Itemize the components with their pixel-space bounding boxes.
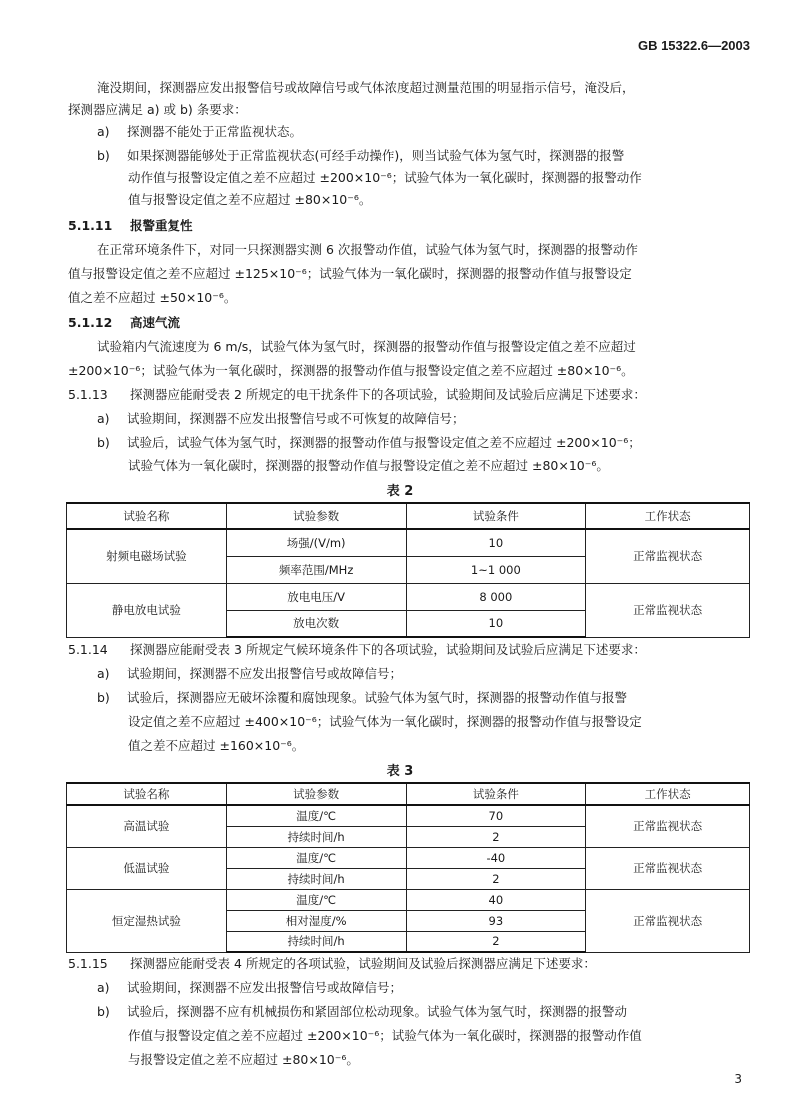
paragraph-text: 探测器应能耐受表 2 所规定的电干扰条件下的各项试验，试验期间及试验后应满足下述要求： [130,387,646,402]
list-item-a [97,122,302,142]
list-label: b) [97,690,110,705]
test-name-cell: 静电放电试验 [67,583,227,637]
list-label: a) [97,980,110,995]
param-cell: 温度/℃ [226,805,406,826]
section-5-1-15 [68,954,596,974]
condition-cell: 10 [406,610,586,637]
param-cell: 持续时间/h [226,826,406,847]
paragraph-text: 探测器应能耐受表 4 所规定的各项试验，试验期间及试验后探测器应满足下述要求： [130,956,596,971]
standard-code: GB 15322.6—2003 [637,38,750,53]
list-text-cont: 设定值之差不应超过 ±400×10⁻⁶；试验气体为一氧化碳时，探测器的报警动作值与报警设定 [128,714,642,729]
table-3 [66,782,750,953]
table-header-cell: 试验条件 [406,503,586,529]
list-text-cont: 与报警设定值之差不应超过 ±80×10⁻⁶。 [128,1052,359,1067]
list-text: 探测器不能处于正常监视状态。 [127,124,303,139]
table-row [67,889,750,910]
paragraph-text: 探测器应能耐受表 3 所规定气候环境条件下的各项试验，试验期间及试验后应满足下述要求： [130,642,646,657]
list-text: 如果探测器能够处于正常监视状态(可经手动操作)，则当试验气体为氢气时，探测器的报警 [127,148,625,163]
list-item-a [97,978,402,998]
condition-cell: 40 [406,889,586,910]
list-text: 试验后，探测器应无破坏涂覆和腐蚀现象。试验气体为氢气时，探测器的报警动作值与报警 [127,690,628,705]
section-5-1-14 [68,640,646,660]
table-3-caption: 表 3 [386,764,414,779]
list-label: b) [97,148,110,163]
test-name-cell: 高温试验 [67,805,227,847]
param-cell: 放电次数 [226,610,406,637]
list-text-cont: 试验气体为一氧化碳时，探测器的报警动作值与报警设定值之差不应超过 ±80×10⁻⁶。 [128,458,609,473]
list-text: 试验期间，探测器不应发出报警信号或故障信号； [127,980,403,995]
list-text-cont: 动作值与报警设定值之差不应超过 ±200×10⁻⁶；试验气体为一氧化碳时，探测器的报警动作 [128,170,642,185]
table-row [67,847,750,868]
section-number: 5.1.15 [68,956,108,971]
list-item-a [97,664,402,684]
test-name-cell: 射频电磁场试验 [67,529,227,583]
table-row [67,583,750,610]
intro-line: 探测器应满足 a) 或 b) 条要求： [68,102,247,117]
state-cell: 正常监视状态 [586,847,750,889]
section-number: 5.1.14 [68,642,108,657]
page-number: 3 [734,1072,742,1086]
list-text-cont: 值之差不应超过 ±160×10⁻⁶。 [128,738,305,753]
condition-cell: 10 [406,529,586,556]
table-header-cell: 试验条件 [406,783,586,805]
condition-cell: 1~1 000 [406,556,586,583]
condition-cell: 8 000 [406,583,586,610]
state-cell: 正常监视状态 [586,583,750,637]
list-label: b) [97,1004,110,1019]
list-label: a) [97,124,110,139]
section-number: 5.1.12 [68,315,113,330]
table-header-cell: 试验参数 [226,783,406,805]
table-header-cell: 工作状态 [586,503,750,529]
state-cell: 正常监视状态 [586,805,750,847]
state-cell: 正常监视状态 [586,529,750,583]
list-text-cont: 值与报警设定值之差不应超过 ±80×10⁻⁶。 [128,192,372,207]
table-2-caption: 表 2 [386,484,414,499]
param-cell: 持续时间/h [226,931,406,952]
section-title: 高速气流 [130,315,181,330]
table-row [67,805,750,826]
param-cell: 场强/(V/m) [226,529,406,556]
param-cell: 持续时间/h [226,868,406,889]
table-2 [66,502,750,638]
state-cell: 正常监视状态 [586,889,750,952]
param-cell: 温度/℃ [226,889,406,910]
list-text: 试验后，试验气体为氢气时，探测器的报警动作值与报警设定值之差不应超过 ±200×10⁻⁶； [127,435,641,450]
list-text: 试验期间，探测器不应发出报警信号或故障信号； [127,666,403,681]
table-row [67,529,750,556]
intro-line: 淹没期间，探测器应发出报警信号或故障信号或气体浓度超过测量范围的明显指示信号，淹没后， [97,80,635,95]
section-heading-5-1-11 [68,216,193,236]
list-item-b [97,1002,627,1022]
list-item-b [97,688,627,708]
condition-cell: -40 [406,847,586,868]
paragraph-line: 值之差不应超过 ±50×10⁻⁶。 [68,290,237,305]
list-label: a) [97,411,110,426]
list-label: a) [97,666,110,681]
test-name-cell: 恒定湿热试验 [67,889,227,952]
condition-cell: 2 [406,868,586,889]
list-item-b [97,433,641,453]
table-header-cell: 工作状态 [586,783,750,805]
list-item-b [97,146,624,166]
test-name-cell: 低温试验 [67,847,227,889]
paragraph-line: 在正常环境条件下，对同一只探测器实测 6 次报警动作值，试验气体为氢气时，探测器的报警动作 [97,242,638,257]
list-text: 试验期间，探测器不应发出报警信号或不可恢复的故障信号； [127,411,465,426]
condition-cell: 93 [406,910,586,931]
paragraph-line: ±200×10⁻⁶；试验气体为一氧化碳时，探测器的报警动作值与报警设定值之差不应超过 ±80×10⁻⁶。 [68,363,634,378]
table-header-cell: 试验参数 [226,503,406,529]
section-number: 5.1.13 [68,387,108,402]
paragraph-line: 值与报警设定值之差不应超过 ±125×10⁻⁶；试验气体为一氧化碳时，探测器的报警动作值与报警设定 [68,266,632,281]
param-cell: 频率范围/MHz [226,556,406,583]
list-item-a [97,409,465,429]
list-text-cont: 作值与报警设定值之差不应超过 ±200×10⁻⁶；试验气体为一氧化碳时，探测器的报警动作值 [128,1028,642,1043]
param-cell: 相对湿度/% [226,910,406,931]
condition-cell: 2 [406,931,586,952]
table-header-cell: 试验名称 [67,503,227,529]
section-5-1-13 [68,385,646,405]
paragraph-line: 试验箱内气流速度为 6 m/s，试验气体为氢气时，探测器的报警动作值与报警设定值之差不应超过 [97,339,636,354]
condition-cell: 70 [406,805,586,826]
list-label: b) [97,435,110,450]
condition-cell: 2 [406,826,586,847]
param-cell: 放电电压/V [226,583,406,610]
list-text: 试验后，探测器不应有机械损伤和紧固部位松动现象。试验气体为氢气时，探测器的报警动 [127,1004,628,1019]
section-heading-5-1-12 [68,313,180,333]
table-header-cell: 试验名称 [67,783,227,805]
param-cell: 温度/℃ [226,847,406,868]
section-title: 报警重复性 [130,218,193,233]
section-number: 5.1.11 [68,218,113,233]
